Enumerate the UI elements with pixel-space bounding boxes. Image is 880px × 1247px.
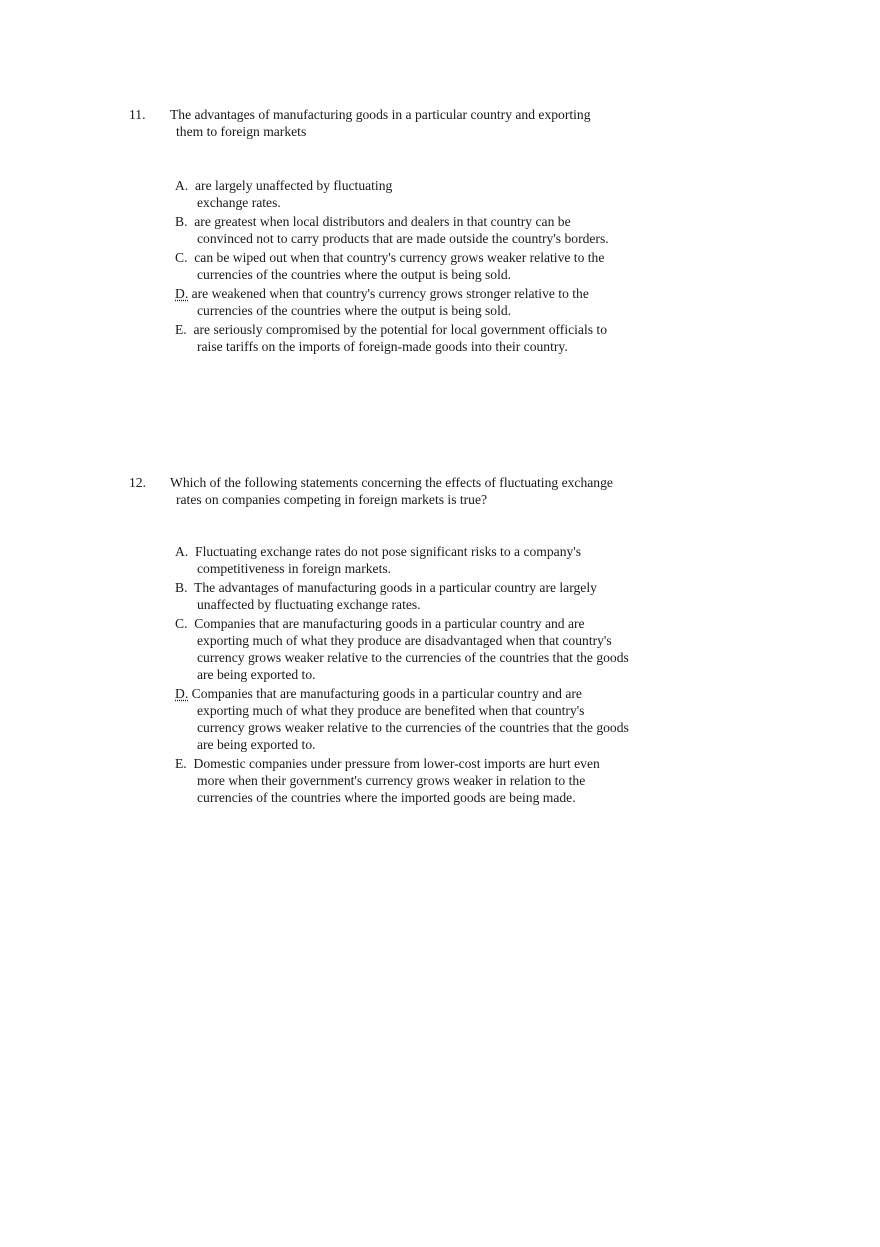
option-text: currencies of the countries where the output is being sold. bbox=[197, 303, 512, 318]
option-letter: E. bbox=[175, 756, 187, 771]
option-text: are seriously compromised by the potential for local government officials to bbox=[193, 322, 607, 337]
option-11-b[interactable] bbox=[175, 213, 660, 247]
answer-options-11 bbox=[175, 177, 660, 357]
option-letter-correct: D. bbox=[175, 286, 189, 301]
option-text: Companies that are manufacturing goods in a particular country and are bbox=[191, 686, 582, 701]
option-text: are greatest when local distributors and dealers in that country can be bbox=[194, 214, 571, 229]
option-text: currency grows weaker relative to the currencies of the countries that the goods bbox=[197, 650, 629, 665]
option-12-e[interactable] bbox=[175, 755, 660, 806]
stem-line: The advantages of manufacturing goods in a particular country and exporting bbox=[170, 107, 591, 122]
option-text: Fluctuating exchange rates do not pose significant risks to a company's bbox=[195, 544, 582, 559]
option-letter: A. bbox=[175, 544, 189, 559]
option-12-c[interactable] bbox=[175, 615, 660, 683]
option-text: Companies that are manufacturing goods in a particular country and are bbox=[194, 616, 585, 631]
option-12-a[interactable] bbox=[175, 543, 660, 577]
question-stem bbox=[170, 106, 650, 140]
option-text: are being exported to. bbox=[197, 667, 316, 682]
stem-line: rates on companies competing in foreign markets is true? bbox=[176, 492, 488, 507]
option-text: currencies of the countries where the output is being sold. bbox=[197, 267, 512, 282]
option-text: are weakened when that country's currency grows stronger relative to the bbox=[191, 286, 589, 301]
option-letter: C. bbox=[175, 250, 188, 265]
option-11-c[interactable] bbox=[175, 249, 660, 283]
option-11-a[interactable] bbox=[175, 177, 660, 211]
option-text: exporting much of what they produce are benefited when that country's bbox=[197, 703, 585, 718]
option-letter: A. bbox=[175, 178, 189, 193]
option-text: are being exported to. bbox=[197, 737, 316, 752]
option-text: currency grows weaker relative to the currencies of the countries that the goods bbox=[197, 720, 629, 735]
answer-options-12 bbox=[175, 543, 660, 808]
option-text: unaffected by fluctuating exchange rates. bbox=[197, 597, 421, 612]
option-text: currencies of the countries where the imported goods are being made. bbox=[197, 790, 576, 805]
option-text: are largely unaffected by fluctuating bbox=[195, 178, 393, 193]
option-text: convinced not to carry products that are made outside the country's borders. bbox=[197, 231, 609, 246]
option-text: competitiveness in foreign markets. bbox=[197, 561, 392, 576]
question-number: 12. bbox=[129, 475, 146, 490]
option-text: Domestic companies under pressure from lower-cost imports are hurt even bbox=[193, 756, 600, 771]
stem-line: Which of the following statements concerning the effects of fluctuating exchange bbox=[170, 475, 613, 490]
option-12-d[interactable] bbox=[175, 685, 660, 753]
option-letter: E. bbox=[175, 322, 187, 337]
option-text: exporting much of what they produce are disadvantaged when that country's bbox=[197, 633, 612, 648]
option-text: more when their government's currency grows weaker in relation to the bbox=[197, 773, 586, 788]
option-text: raise tariffs on the imports of foreign-made goods into their country. bbox=[197, 339, 568, 354]
option-11-d[interactable] bbox=[175, 285, 660, 319]
option-letter: B. bbox=[175, 214, 188, 229]
option-letter-correct: D. bbox=[175, 686, 189, 701]
option-text: can be wiped out when that country's currency grows weaker relative to the bbox=[194, 250, 605, 265]
option-11-e[interactable] bbox=[175, 321, 660, 355]
question-number: 11. bbox=[129, 107, 146, 122]
option-letter: B. bbox=[175, 580, 188, 595]
option-text: exchange rates. bbox=[197, 195, 281, 210]
option-12-b[interactable] bbox=[175, 579, 660, 613]
question-stem bbox=[170, 474, 650, 508]
option-letter: C. bbox=[175, 616, 188, 631]
stem-line: them to foreign markets bbox=[176, 124, 307, 139]
option-text: The advantages of manufacturing goods in a particular country are largely bbox=[194, 580, 597, 595]
